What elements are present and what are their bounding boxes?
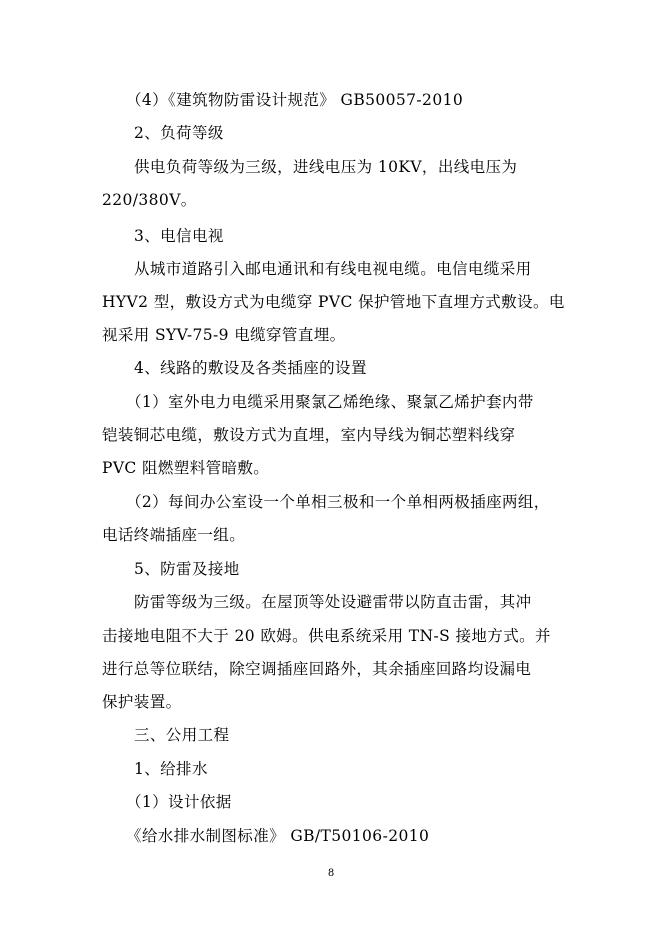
text-line: 视采用 SYV-75-9 电缆穿管直埋。: [102, 326, 346, 344]
text-line: 保护装置。: [102, 693, 182, 711]
text-line: （1）室外电力电缆采用聚氯乙烯绝缘、聚氯乙烯护套内带: [126, 393, 534, 411]
heading-load-level: 2、负荷等级: [134, 124, 224, 142]
text-line: HYV2 型，敷设方式为电缆穿 PVC 保护管地下直埋方式敷设。电: [102, 293, 565, 311]
heading-lightning-grounding: 5、防雷及接地: [134, 560, 240, 578]
text-line-standard-gbt50106: 《给水排水制图标准》 GB/T50106-2010: [126, 827, 430, 845]
text-line: 供电负荷等级为三级，进线电压为 10KV，出线电压为: [134, 158, 518, 176]
text-line: （2）每间办公室设一个单相三极和一个单相两极插座两组，: [126, 493, 550, 511]
text-line: PVC 阻燃塑料管暗敷。: [102, 459, 270, 477]
text-line-standard-gb50057: （4）《建筑物防雷设计规范》 GB50057-2010: [126, 91, 464, 109]
text-line: 击接地电阻不大于 20 欧姆。供电系统采用 TN-S 接地方式。并: [102, 627, 551, 645]
text-line: 220/380V。: [102, 191, 197, 209]
page-number: 8: [327, 868, 335, 879]
text-line: 铠装铜芯电缆，敷设方式为直埋，室内导线为铜芯塑料线穿: [102, 426, 516, 444]
text-line: 电话终端插座一组。: [102, 526, 246, 544]
heading-wiring-sockets: 4、线路的敷设及各类插座的设置: [134, 359, 367, 377]
text-line: 进行总等位联结，除空调插座回路外，其余插座回路均设漏电: [102, 660, 532, 678]
text-line: 从城市道路引入邮电通讯和有线电视电缆。电信电缆采用: [134, 260, 532, 278]
heading-design-basis: （1）设计依据: [126, 793, 232, 811]
heading-public-works: 三、公用工程: [134, 726, 230, 744]
text-line: 防雷等级为三级。在屋顶等处设避雷带以防直击雷，其冲: [134, 593, 532, 611]
heading-telecom-tv: 3、电信电视: [134, 227, 224, 245]
heading-water-supply: 1、给排水: [134, 760, 208, 778]
